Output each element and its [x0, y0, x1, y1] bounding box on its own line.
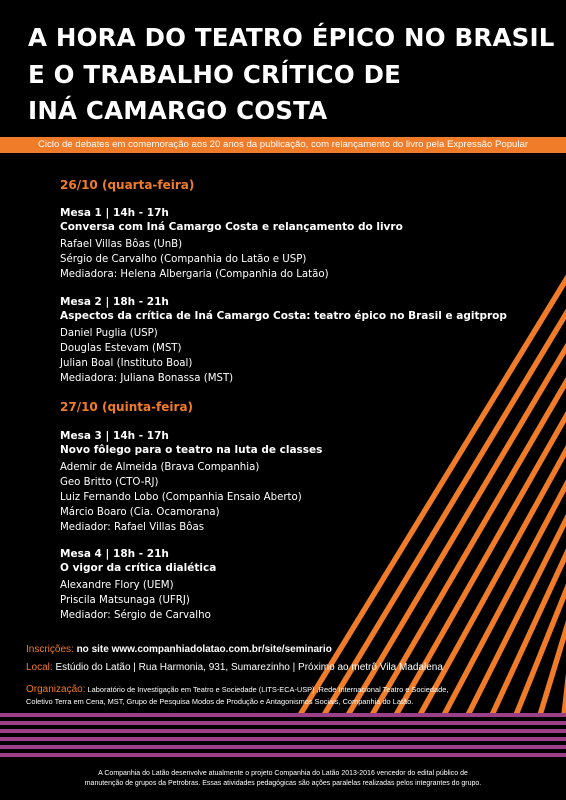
location-info: [26, 662, 443, 673]
mesa-2-time: Mesa 2 | 18h - 21h: [60, 296, 169, 308]
mesa-1-block: [60, 206, 520, 282]
moderator: Mediadora: Helena Albergaria (Companhia do Latão): [60, 269, 329, 280]
registration-label: Inscrições:: [26, 644, 74, 655]
poster-title: [28, 20, 555, 130]
organization-value: Laboratório de Investigação em Teatro e Sociedade (LITS-ECA-USP) ,Rede Internacional Teatro e Sociedade,: [85, 685, 449, 694]
mesa-1-time: Mesa 1 | 14h - 17h: [60, 207, 169, 219]
organization-info: [26, 684, 448, 695]
purple-stripe: [0, 721, 566, 725]
footer-line-2: manutenção de grupos da Petrobras. Essas atividades pedagógicas são ações paralelas realizadas pelos integrantes do grupo.: [84, 780, 482, 787]
purple-stripe: [0, 745, 566, 749]
subtitle-banner: Ciclo de debates em comemoração aos 20 anos da publicação, com relançamento do livro pela Expressão Popular: [0, 137, 566, 153]
mesa-4-time: Mesa 4 | 18h - 21h: [60, 548, 169, 560]
title-line-1: A HORA DO TEATRO ÉPICO NO BRASIL: [28, 23, 555, 52]
purple-horizontal-stripes: [0, 713, 566, 757]
day-1-heading: 26/10 (quarta-feira): [60, 178, 195, 192]
participant: Geo Britto (CTO-RJ): [60, 477, 159, 488]
participant: Rafael Villas Bôas (UnB): [60, 239, 183, 250]
location-value: Estúdio do Latão | Rua Harmonia, 931, Sumarezinho | Próximo ao metrô Vila Madalena: [52, 662, 443, 673]
moderator: Mediador: Sérgio de Carvalho: [60, 610, 211, 621]
footer-line-1: A Companhia do Latão desenvolve atualmente o projeto Companhia do Latão 2013-2016 vencedor do edital público de: [98, 770, 468, 777]
location-label: Local:: [26, 662, 53, 673]
mesa-2-title: Aspectos da crítica de Iná Camargo Costa: teatro épico no Brasil e agitprop: [60, 310, 507, 322]
purple-stripe: [0, 713, 566, 717]
participant: Douglas Estevam (MST): [60, 343, 182, 354]
participant: Julian Boal (Instituto Boal): [60, 358, 193, 369]
mesa-1-title: Conversa com Iná Camargo Costa e relançamento do livro: [60, 221, 403, 233]
footer-note: [0, 769, 566, 789]
mesa-4-title: O vigor da crítica dialética: [60, 562, 217, 574]
day-2-heading: 27/10 (quinta-feira): [60, 400, 194, 414]
purple-stripe: [0, 737, 566, 741]
participant: Márcio Boaro (Cia. Ocamorana): [60, 507, 220, 518]
participant: Ademir de Almeida (Brava Companhia): [60, 462, 260, 473]
organization-label: Organização:: [26, 684, 86, 695]
title-line-3: INÁ CAMARGO COSTA: [28, 96, 328, 125]
moderator: Mediador: Rafael Villas Bôas: [60, 522, 205, 533]
mesa-3-block: [60, 429, 520, 535]
mesa-3-title: Novo fôlego para o teatro na luta de classes: [60, 444, 323, 456]
participant: Priscila Matsunaga (UFRJ): [60, 595, 190, 606]
purple-stripe: [0, 753, 566, 757]
mesa-4-block: [60, 547, 520, 623]
moderator: Mediadora: Juliana Bonassa (MST): [60, 373, 234, 384]
mesa-2-block: [60, 295, 520, 386]
participant: Luiz Fernando Lobo (Companhia Ensaio Aberto): [60, 492, 302, 503]
title-line-2: E O TRABALHO CRÍTICO DE: [28, 59, 402, 89]
participant: Alexandre Flory (UEM): [60, 580, 174, 591]
purple-stripe: [0, 729, 566, 733]
organization-value-line-2: Coletivo Terra em Cena, MST, Grupo de Pesquisa Modos de Produção e Antagonismos Sociais, Companhia do Latão.: [26, 697, 414, 706]
mesa-3-time: Mesa 3 | 14h - 17h: [60, 430, 169, 442]
participant: Daniel Puglia (USP): [60, 328, 158, 339]
registration-url: no site www.companhiadolatao.com.br/site/seminario: [73, 644, 332, 655]
participant: Sérgio de Carvalho (Companhia do Latão e USP): [60, 254, 307, 265]
registration-info: [26, 644, 332, 655]
